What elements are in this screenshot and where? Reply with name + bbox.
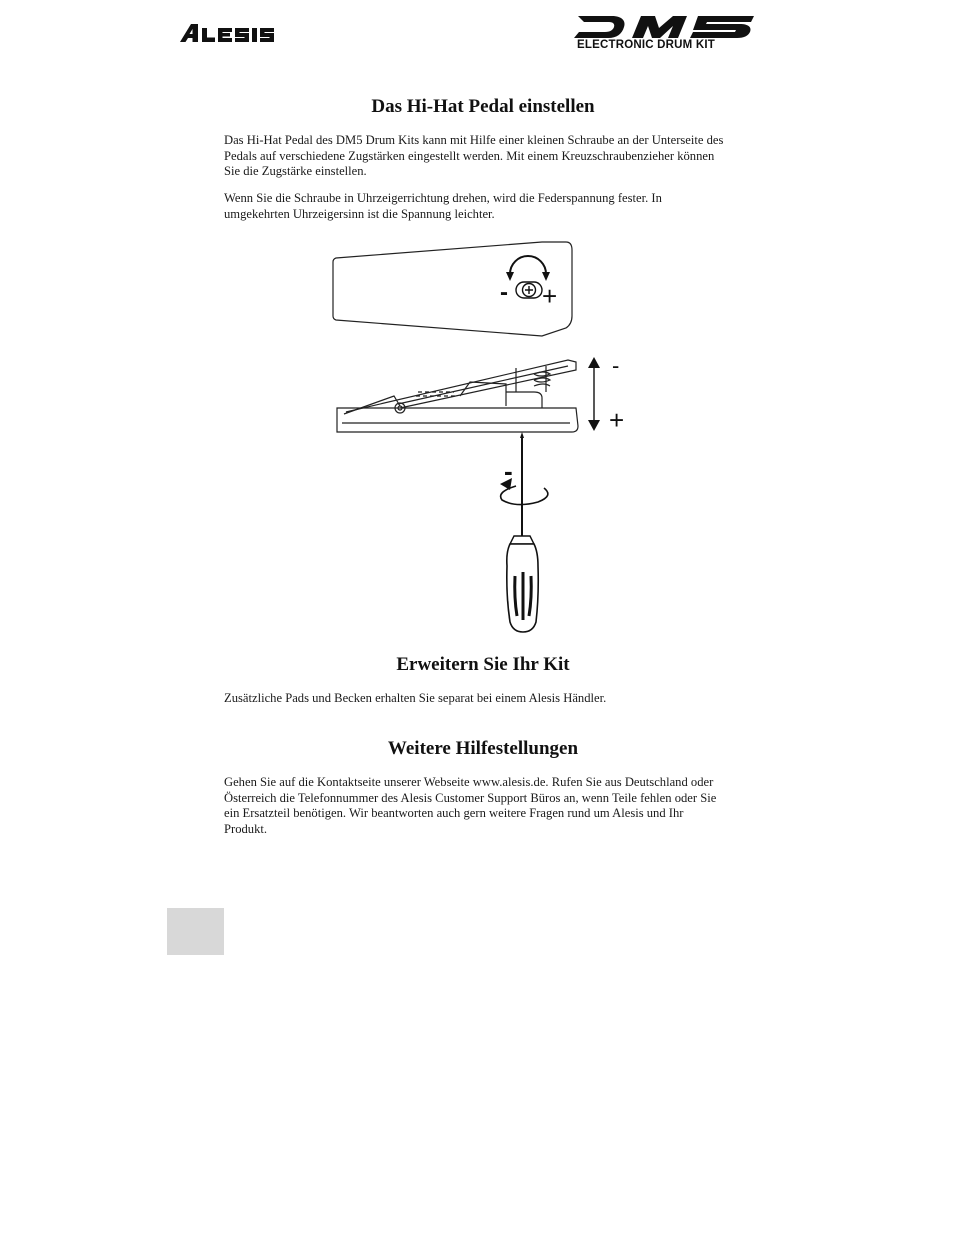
minus-sign-bottom: - — [504, 456, 513, 486]
dm5-logo — [574, 14, 760, 42]
minus-sign-right: - — [612, 353, 620, 378]
page-tab-marker — [167, 908, 224, 955]
section-title-hihat: Das Hi-Hat Pedal einstellen — [371, 96, 595, 117]
paragraph-hihat-2: Wenn Sie die Schraube in Uhrzeigerrichtung drehen, wird die Federspannung fester. In umgekehrten Uhrzeigersinn ist die Spannung leichter. — [224, 191, 662, 221]
minus-sign-top: - — [500, 279, 508, 306]
paragraph-hilfe: Gehen Sie auf die Kontaktseite unserer Webseite www.alesis.de. Rufen Sie aus Deutschland oder Österreich die Telefonnummer des Alesis Customer Support Büros an, wenn Teile fehlen oder Sie ein Ersatzteil benötigen. Wir beantworten auch gern weitere Fragen rund um Alesis und Ihr Produkt. — [224, 775, 717, 836]
plus-sign-top: + — [542, 281, 558, 311]
hi-hat-pedal-side-view — [337, 360, 578, 432]
section-title-hilfe: Weitere Hilfestellungen — [387, 738, 579, 759]
dm5-subtitle: ELECTRONIC DRUM KIT — [577, 39, 715, 51]
alesis-logo — [178, 20, 288, 46]
height-arrow-icon — [588, 357, 600, 431]
section-title-erweitern: Erweitern Sie Ihr Kit — [396, 654, 570, 675]
hi-hat-pedal-illustration — [320, 236, 640, 636]
paragraph-hihat-1: Das Hi-Hat Pedal des DM5 Drum Kits kann mit Hilfe einer kleinen Schraube an der Unterseite des Pedals auf verschiedene Zugstärken eingestellt werden. Mit einem Kreuzschraubenzieher können Sie die Zugstärke einstellen. — [224, 133, 724, 179]
plus-sign-right: + — [609, 405, 625, 435]
paragraph-erweitern: Zusätzliche Pads und Becken erhalten Sie separat bei einem Alesis Händler. — [224, 691, 607, 705]
